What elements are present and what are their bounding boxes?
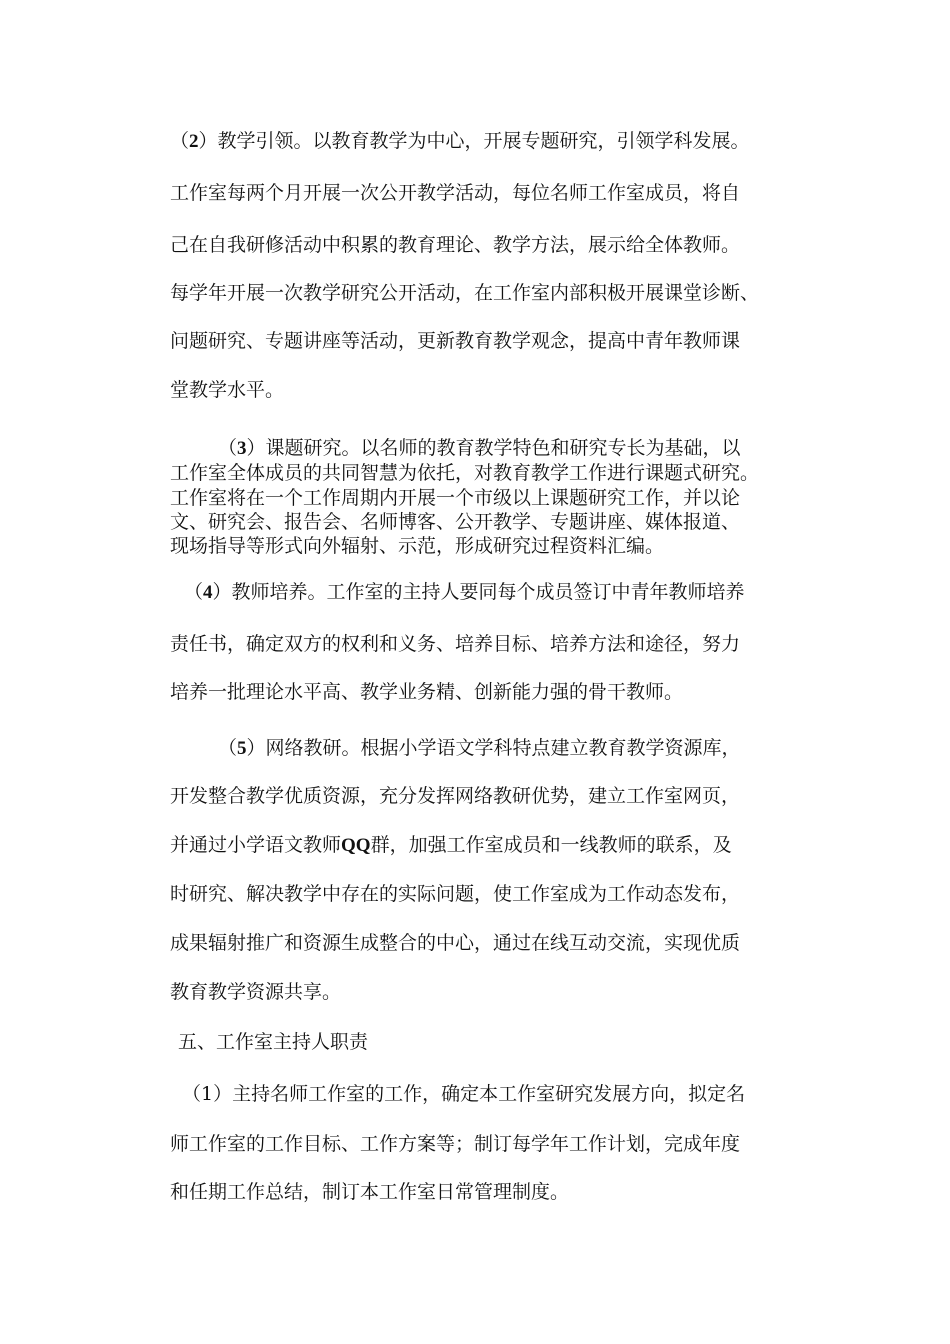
para5-line-6: 教育教学资源共享。 <box>170 981 342 1003</box>
para5-line-4: 时研究、解决教学中存在的实际问题，使工作室成为工作动态发布， <box>170 883 741 905</box>
para5-line-2: 开发整合教学优质资源，充分发挥网络教研优势，建立工作室网页， <box>170 785 741 807</box>
section5-line-2: 师工作室的工作目标、工作方案等；制订每学年工作计划，完成年度 <box>170 1133 741 1155</box>
qq-label: QQ <box>341 835 371 856</box>
paren-open: （ <box>218 437 238 459</box>
para5-line-3-pre: 并通过小学语文教师 <box>170 834 342 856</box>
paren-open: （ <box>184 581 204 603</box>
para3-line-1 <box>218 438 741 459</box>
para3-line-4: 文、研究会、报告会、名师博客、公开教学、专题讲座、媒体报道、 <box>170 511 741 533</box>
paren-open: （ <box>170 130 190 152</box>
para2-line-2: 工作室每两个月开展一次公开教学活动，每位名师工作室成员，将自 <box>170 182 741 204</box>
para2-line-4: 每学年开展一次教学研究公开活动，在工作室内部积极开展课堂诊断、 <box>170 282 760 304</box>
item-number: 2 <box>189 131 199 152</box>
para4-line-1-text: ）教师培养。工作室的主持人要同每个成员签订中青年教师培养 <box>212 581 745 603</box>
para5-line-3-post: 群，加强工作室成员和一线教师的联系，及 <box>370 834 732 856</box>
para3-line-5: 现场指导等形式向外辐射、示范，形成研究过程资料汇编。 <box>170 535 665 557</box>
para2-line-5: 问题研究、专题讲座等活动，更新教育教学观念，提高中青年教师课 <box>170 330 741 352</box>
section-heading: 五、工作室主持人职责 <box>178 1031 369 1053</box>
para2-line-1 <box>170 129 750 154</box>
item-number: 5 <box>237 738 247 759</box>
paren-open: （ <box>218 737 238 759</box>
para5-line-5: 成果辐射推广和资源生成整合的中心，通过在线互动交流，实现优质 <box>170 932 741 954</box>
section5-line-3: 和任期工作总结，制订本工作室日常管理制度。 <box>170 1181 570 1203</box>
para3-line-1-text: ）课题研究。以名师的教育教学特色和研究专长为基础，以 <box>246 437 741 459</box>
para5-line-1 <box>218 736 741 761</box>
para2-line-1-text: ）教学引领。以教育教学为中心，开展专题研究，引领学科发展。 <box>198 130 750 152</box>
para5-line-3 <box>170 833 732 858</box>
item-number: 3 <box>237 438 247 459</box>
para5-line-1-text: ）网络教研。根据小学语文学科特点建立教育教学资源库， <box>246 737 741 759</box>
para4-line-3: 培养一批理论水平高、教学业务精、创新能力强的骨干教师。 <box>170 681 684 703</box>
para3-line-3: 工作室将在一个工作周期内开展一个市级以上课题研究工作，并以论 <box>170 487 741 509</box>
para4-line-2: 责任书，确定双方的权利和义务、培养目标、培养方法和途径，努力 <box>170 633 741 655</box>
section5-line-1: （1）主持名师工作室的工作，确定本工作室研究发展方向，拟定名 <box>182 1083 746 1105</box>
para4-line-1 <box>184 580 745 605</box>
para2-line-6: 堂教学水平。 <box>170 379 285 401</box>
para2-line-3: 己在自我研修活动中积累的教育理论、教学方法，展示给全体教师。 <box>170 234 741 256</box>
para3-line-2: 工作室全体成员的共同智慧为依托，对教育教学工作进行课题式研究。 <box>170 462 760 484</box>
item-number: 4 <box>203 582 213 603</box>
